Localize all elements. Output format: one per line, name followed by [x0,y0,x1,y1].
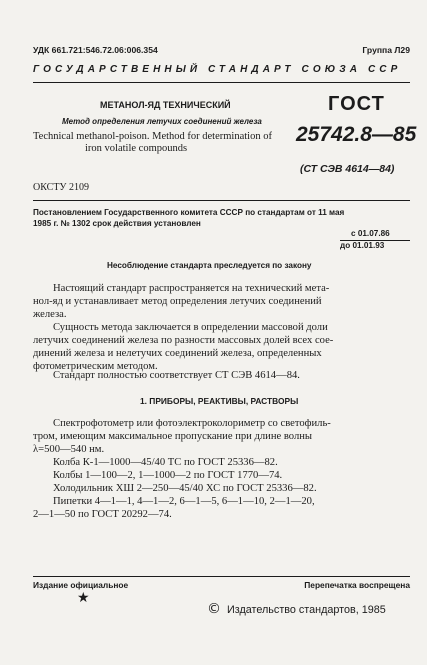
decree-line2: 1985 г. № 1302 срок действия установлен [33,219,201,228]
copyright-text: Издательство стандартов, 1985 [227,604,386,616]
star-icon: ★ [77,590,90,606]
gost-label: ГОСТ [328,93,385,115]
subtitle-ru: Метод определения летучих соединений железа [62,117,262,126]
group-code: Группа Л29 [362,45,410,55]
title-en-line1: Technical methanol-poison. Method for determination of [33,131,272,142]
p2-line1: Сущность метода заключается в определении массовой доли [53,322,328,333]
p3-compliance: Стандарт полностью соответствует СТ СЭВ 4614—84. [53,370,300,381]
item-flasks: Колбы 1—100—2, 1—1000—2 по ГОСТ 1770—74. [53,470,283,481]
item-condenser: Холодильник ХШ 2—250—45/40 ХС по ГОСТ 25336—82. [53,483,317,494]
section-heading: 1. ПРИБОРЫ, РЕАКТИВЫ, РАСТВОРЫ [140,396,299,406]
p2-line3: динений железа и нелетучих соединений железа, определенных [33,348,322,359]
title-en-line2: iron volatile compounds [85,143,188,154]
p4-line3: λ=500—540 нм. [33,444,105,455]
st-sev: (СТ СЭВ 4614—84) [300,163,395,175]
p1-line3: железа. [33,309,67,320]
violation-notice: Несоблюдение стандарта преследуется по закону [107,261,312,270]
p4-line2: тром, имеющим максимальное пропускание при длине волны [33,431,313,442]
gost-number: 25742.8—85 [296,123,417,146]
state-standard-title: ГОСУДАРСТВЕННЫЙ СТАНДАРТ СОЮЗА ССР [33,64,402,75]
okstu: ОКСТУ 2109 [33,182,90,193]
p2-line4: фотометрическим методом. [33,361,158,372]
effective-from-date: с 01.07.86 [351,229,390,238]
effective-to-date: до 01.01.93 [340,241,385,250]
p1-line1: Настоящий стандарт распространяется на технический мета- [53,283,330,294]
official-edition: Издание официальное [33,580,129,590]
p1-line2: нол-яд и устанавливает метод определения летучих соединений [33,296,322,307]
title-ru: МЕТАНОЛ-ЯД ТЕХНИЧЕСКИЙ [100,100,231,110]
reprint-prohibited: Перепечатка воспрещена [304,580,410,590]
footer-rule [33,576,410,577]
p2-line2: летучих соединений железа по разности массовых долей всех сое- [33,335,334,346]
item-flask-k1: Колба К-1—1000—45/40 ТС по ГОСТ 25336—82. [53,457,278,468]
item-pipettes-line1: Пипетки 4—1—1, 4—1—2, 6—1—5, 6—1—10, 2—1—20, [53,496,315,507]
header-rule [33,82,410,83]
copyright-icon: © [207,601,221,617]
item-pipettes-line2: 2—1—50 по ГОСТ 20292—74. [33,509,172,520]
udk-code: УДК 661.721:546.72.06:006.354 [33,45,158,55]
decree-line1: Постановлением Государственного комитета СССР по стандартам от 11 мая [33,208,345,217]
title-rule [33,200,410,201]
p4-line1: Спектрофотометр или фотоэлектроколориметр со светофиль- [53,418,331,429]
